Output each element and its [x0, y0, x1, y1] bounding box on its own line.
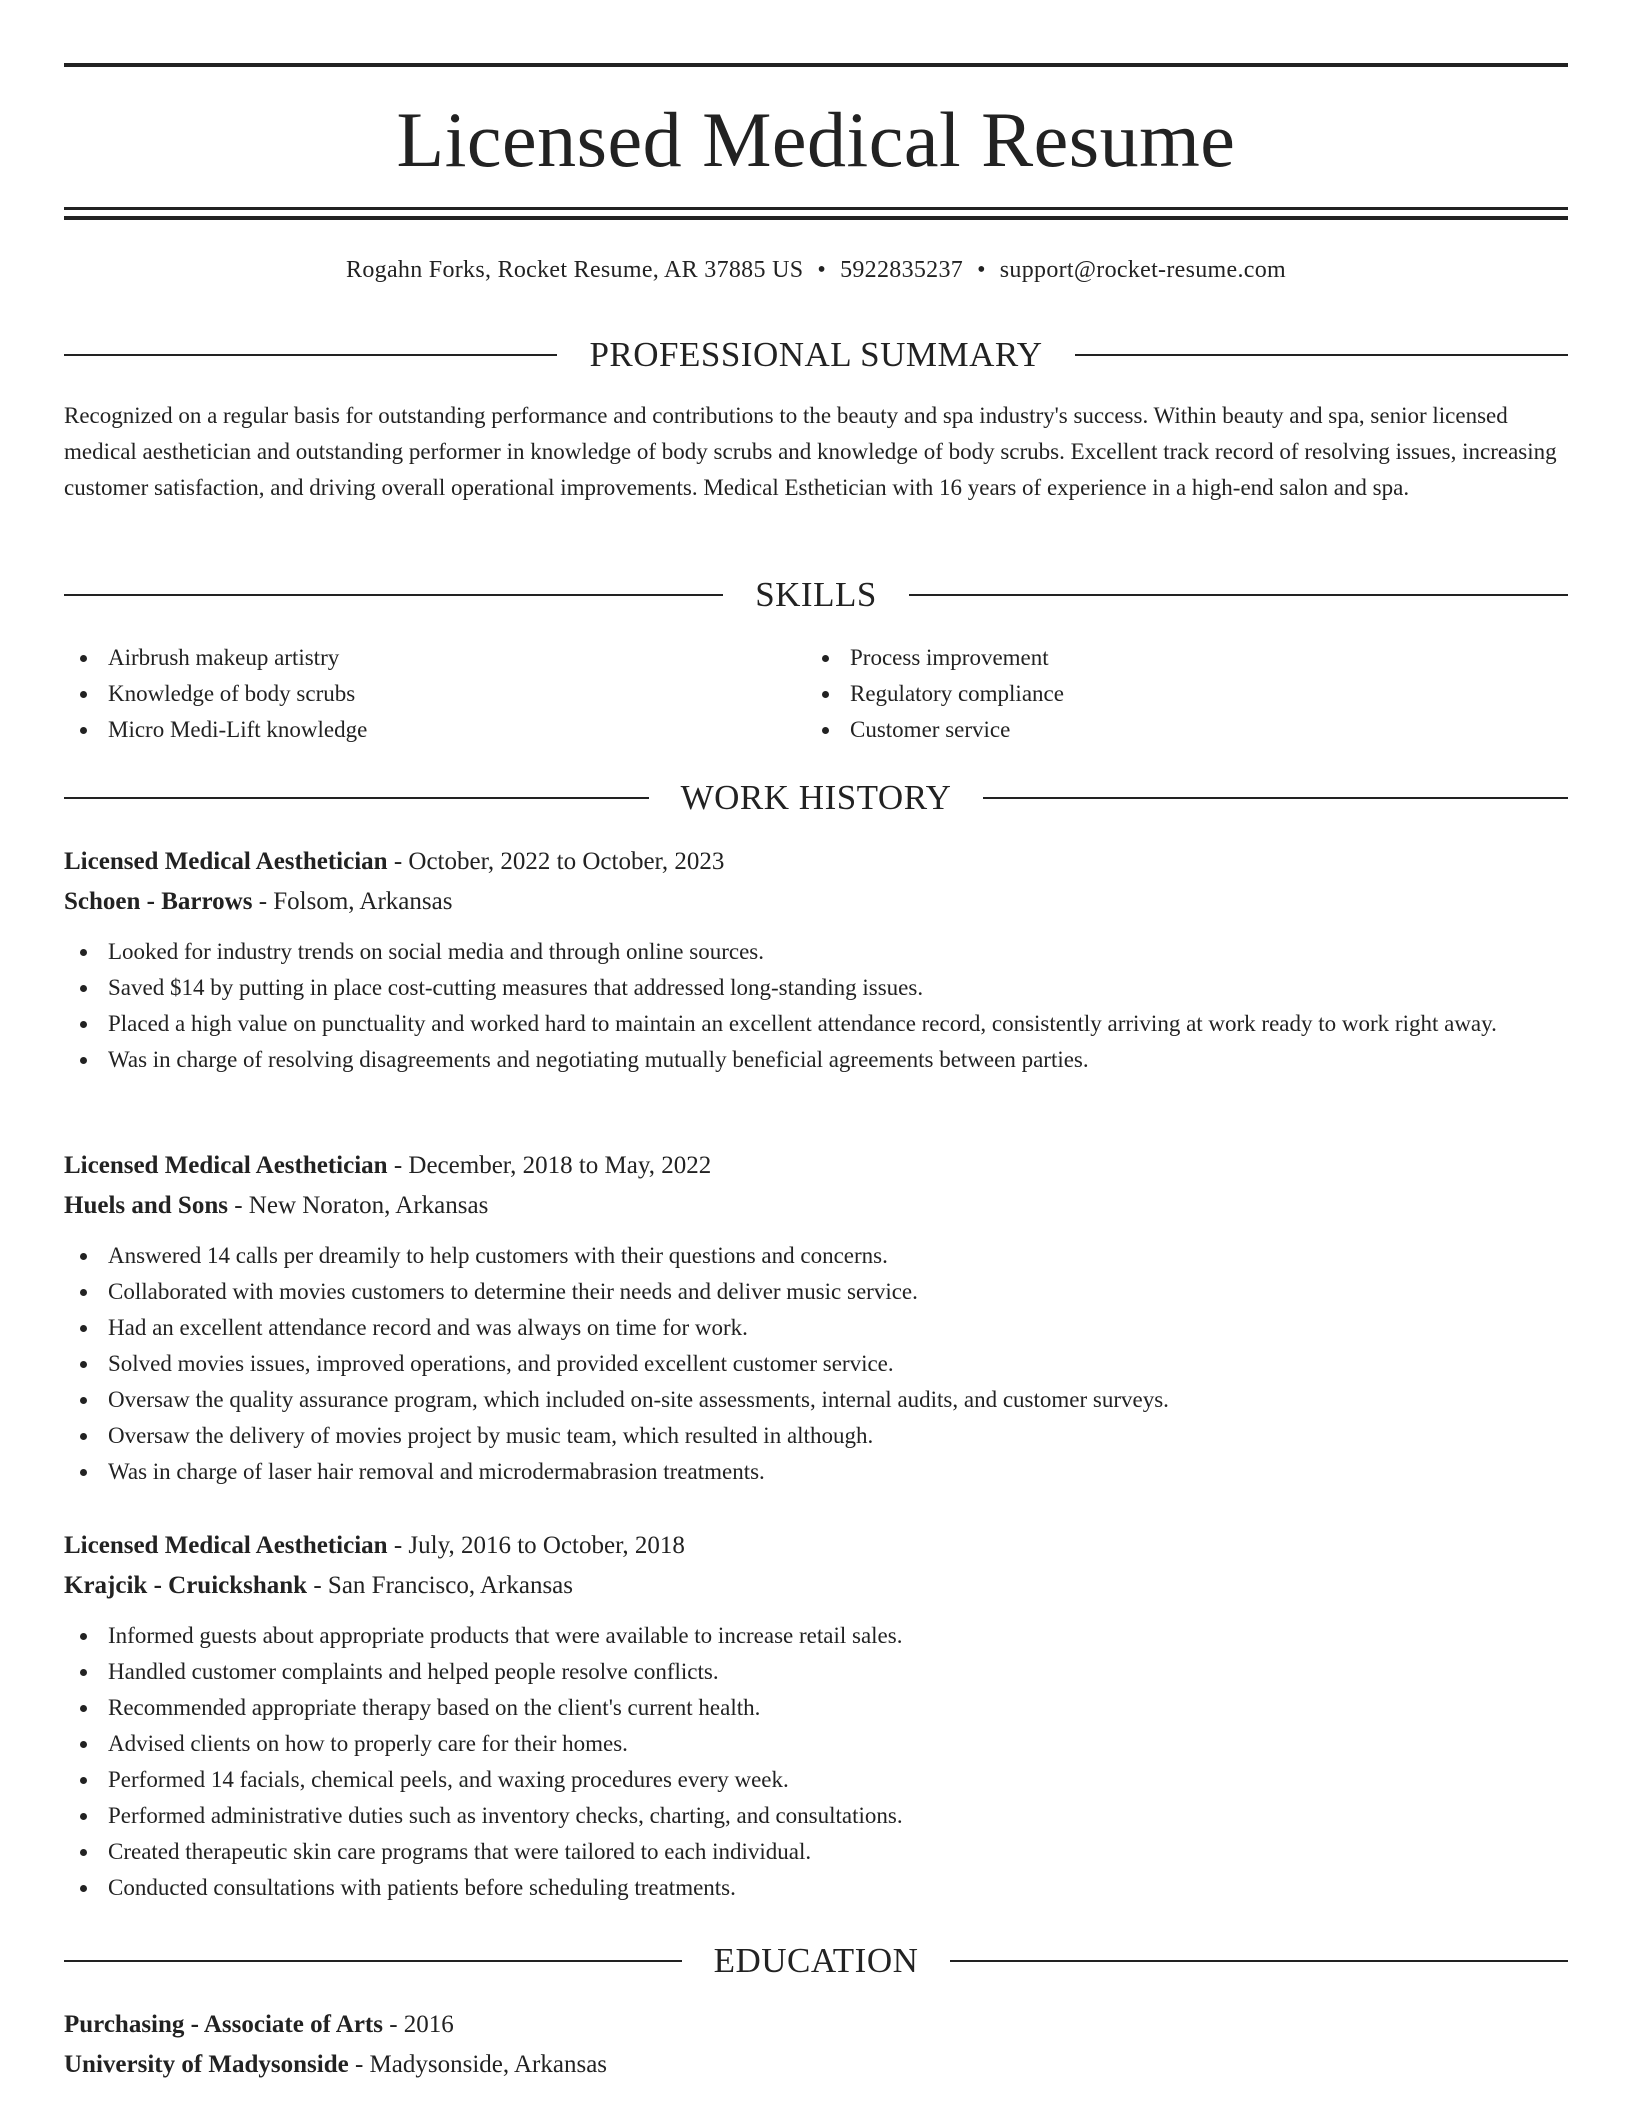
skills-heading: [64, 575, 1568, 615]
contact-phone: 5922835237: [840, 257, 964, 283]
job-bullet: Created therapeutic skin care programs that were tailored to each individual.: [64, 1834, 1568, 1870]
skill-item: Knowledge of body scrubs: [64, 676, 806, 712]
job-bullet: Was in charge of resolving disagreements and negotiating mutually beneficial agreements between parties.: [64, 1042, 1568, 1078]
job-bullets: [64, 1618, 1568, 1906]
skills-list: [64, 640, 1568, 748]
work-heading-label: WORK HISTORY: [680, 778, 952, 817]
job-bullet: Oversaw the quality assurance program, which included on-site assessments, internal audits, and customer surveys.: [64, 1382, 1568, 1418]
job-bullets: [64, 1238, 1568, 1490]
job-bullet: Performed administrative duties such as inventory checks, charting, and consultations.: [64, 1798, 1568, 1834]
summary-text: Recognized on a regular basis for outstanding performance and contributions to the beauty and spa industry's success. Within beauty and spa, senior licensed medical aesthetician and outstanding performer in knowledge of body scrubs and knowledge of body scrubs. Excellent track record of resolving issues, increasing customer satisfaction, and driving overall operational improvements. Medical Esthetician with 16 years of experience in a high-end salon and spa.: [64, 403, 1557, 500]
job-location: - San Francisco, Arkansas: [307, 1572, 574, 1599]
heading-rule: [950, 1960, 1568, 1962]
heading-rule: [64, 797, 649, 799]
heading-rule: [64, 354, 557, 356]
contact-address: Rogahn Forks, Rocket Resume, AR 37885 US: [346, 257, 804, 283]
heading-rule: [64, 594, 723, 596]
contact-separator: •: [817, 257, 827, 283]
job-entry: [64, 1526, 1568, 1906]
contact-line: [64, 252, 1568, 288]
job-company: Krajcik - Cruickshank: [64, 1572, 308, 1599]
education-heading: [64, 1941, 1568, 1981]
education-location: - Madysonside, Arkansas: [348, 2051, 608, 2078]
heading-rule: [64, 1960, 682, 1962]
job-bullet: Conducted consultations with patients before scheduling treatments.: [64, 1870, 1568, 1906]
job-entry: [64, 842, 1568, 1078]
job-bullet: Solved movies issues, improved operations, and provided excellent customer service.: [64, 1346, 1568, 1382]
job-title-line: [64, 1146, 1568, 1186]
job-bullet: Had an excellent attendance record and was always on time for work.: [64, 1310, 1568, 1346]
work-heading: [64, 778, 1568, 818]
job-dates: - October, 2022 to October, 2023: [387, 848, 725, 875]
job-bullet: Handled customer complaints and helped people resolve conflicts.: [64, 1654, 1568, 1690]
job-dates: - July, 2016 to October, 2018: [387, 1532, 685, 1559]
contact-separator: •: [977, 257, 986, 283]
job-bullet: Recommended appropriate therapy based on the client's current health.: [64, 1690, 1568, 1726]
job-bullet: Collaborated with movies customers to determine their needs and deliver music service.: [64, 1274, 1568, 1310]
education-school-line: [64, 2045, 1568, 2085]
heading-rule: [909, 594, 1568, 596]
job-bullets: [64, 934, 1568, 1078]
heading-rule: [983, 797, 1568, 799]
skills-column-left: [64, 640, 806, 748]
skill-item: Customer service: [806, 712, 1548, 748]
education-degree: Purchasing - Associate of Arts: [64, 2011, 383, 2038]
skill-item: Micro Medi-Lift knowledge: [64, 712, 806, 748]
summary-heading-label: PROFESSIONAL SUMMARY: [589, 335, 1043, 374]
education-school: University of Madysonside: [64, 2051, 349, 2078]
summary-heading: [64, 335, 1568, 375]
skill-item: Airbrush makeup artistry: [64, 640, 806, 676]
job-bullet: Oversaw the delivery of movies project by music team, which resulted in although.: [64, 1418, 1568, 1454]
education-entry: [64, 2005, 1568, 2085]
skill-item: Process improvement: [806, 640, 1548, 676]
job-company: Huels and Sons: [64, 1192, 228, 1219]
job-title-line: [64, 842, 1568, 882]
title-double-rule: [64, 207, 1568, 220]
job-bullet: Placed a high value on punctuality and worked hard to maintain an excellent attendance record, consistently arriving at work ready to work right away.: [64, 1006, 1568, 1042]
skill-item: Regulatory compliance: [806, 676, 1548, 712]
job-title: Licensed Medical Aesthetician: [64, 1152, 388, 1179]
top-rule: [64, 63, 1568, 67]
education-heading-label: EDUCATION: [713, 1941, 919, 1980]
job-bullet: Advised clients on how to properly care for their homes.: [64, 1726, 1568, 1762]
job-location: - Folsom, Arkansas: [252, 888, 453, 915]
education-degree-line: [64, 2005, 1568, 2045]
job-bullet: Informed guests about appropriate products that were available to increase retail sales.: [64, 1618, 1568, 1654]
heading-rule: [1075, 354, 1568, 356]
contact-email: support@rocket-resume.com: [999, 257, 1286, 283]
job-location: - New Noraton, Arkansas: [227, 1192, 489, 1219]
education-year: - 2016: [382, 2011, 454, 2038]
skills-heading-label: SKILLS: [755, 575, 877, 614]
job-bullet: Was in charge of laser hair removal and microdermabrasion treatments.: [64, 1454, 1568, 1490]
job-title-line: [64, 1526, 1568, 1566]
resume-title: Licensed Medical Resume: [396, 96, 1236, 183]
job-bullet: Performed 14 facials, chemical peels, and waxing procedures every week.: [64, 1762, 1568, 1798]
job-bullet: Answered 14 calls per dreamily to help customers with their questions and concerns.: [64, 1238, 1568, 1274]
job-company-line: [64, 1566, 1568, 1606]
job-company-line: [64, 882, 1568, 922]
skills-column-right: [806, 640, 1548, 748]
job-title: Licensed Medical Aesthetician: [64, 848, 388, 875]
job-bullet: Looked for industry trends on social media and through online sources.: [64, 934, 1568, 970]
job-title: Licensed Medical Aesthetician: [64, 1532, 388, 1559]
job-company-line: [64, 1186, 1568, 1226]
job-company: Schoen - Barrows: [64, 888, 253, 915]
job-bullet: Saved $14 by putting in place cost-cutting measures that addressed long-standing issues.: [64, 970, 1568, 1006]
job-entry: [64, 1146, 1568, 1490]
job-dates: - December, 2018 to May, 2022: [387, 1152, 712, 1179]
